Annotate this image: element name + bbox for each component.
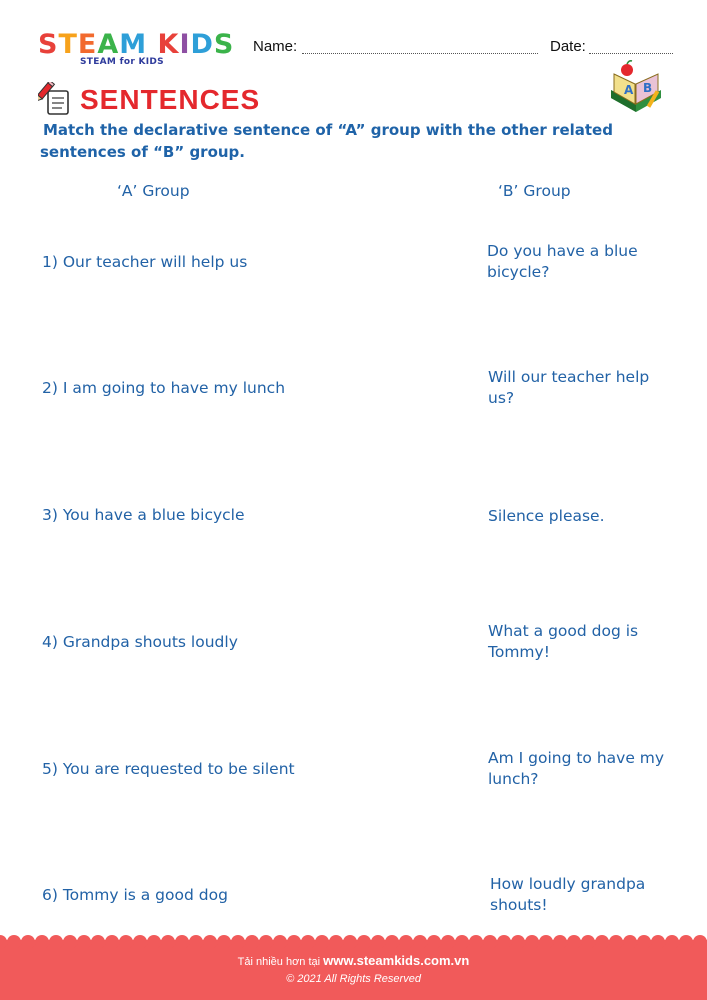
group-a-item-1: 1) Our teacher will help us (42, 253, 248, 271)
date-line (589, 53, 673, 54)
group-a-item-6: 6) Tommy is a good dog (42, 886, 228, 904)
footer-site-link[interactable]: www.steamkids.com.vn (323, 953, 470, 968)
group-a-header: ‘A’ Group (117, 182, 190, 200)
footer-prefix: Tải nhiều hơn tại (237, 956, 321, 968)
group-b-item-3: Silence please. (488, 507, 605, 525)
worksheet-title: SENTENCES (80, 84, 261, 115)
group-b-item-1: Do you have a blue bicycle? (487, 242, 638, 281)
book-letter-a: A (624, 83, 634, 97)
footer-website-line (0, 953, 707, 968)
steam-kids-logo (38, 30, 238, 70)
logo-tagline: STEAM for KIDS (80, 57, 164, 67)
instruction-text: Match the declarative sentence of “A” group with the other related sentences of “B” group. (40, 121, 613, 161)
abc-book-icon (607, 60, 665, 115)
group-a-item-5: 5) You are requested to be silent (42, 760, 295, 778)
group-a-item-3: 3) You have a blue bicycle (42, 506, 245, 524)
logo-title: STEAM KIDS (38, 29, 235, 60)
group-b-item-2: Will our teacher help us? (488, 368, 650, 407)
footer-copyright: © 2021 All Rights Reserved (286, 973, 421, 985)
date-label: Date: (550, 38, 586, 55)
book-letter-b: B (643, 81, 653, 95)
group-a-item-4: 4) Grandpa shouts loudly (42, 633, 238, 651)
group-b-item-5: Am I going to have my lunch? (488, 749, 665, 788)
name-label: Name: (253, 38, 298, 55)
group-b-item-4: What a good dog is Tommy! (488, 622, 639, 661)
name-line (302, 53, 538, 54)
group-a-item-2: 2) I am going to have my lunch (42, 379, 286, 397)
worksheet-pencil-icon (38, 82, 72, 116)
group-b-item-6: How loudly grandpa shouts! (490, 875, 646, 914)
footer-scallop-edge (0, 934, 707, 948)
footer-band (0, 940, 707, 1000)
group-b-header: ‘B’ Group (498, 182, 571, 200)
